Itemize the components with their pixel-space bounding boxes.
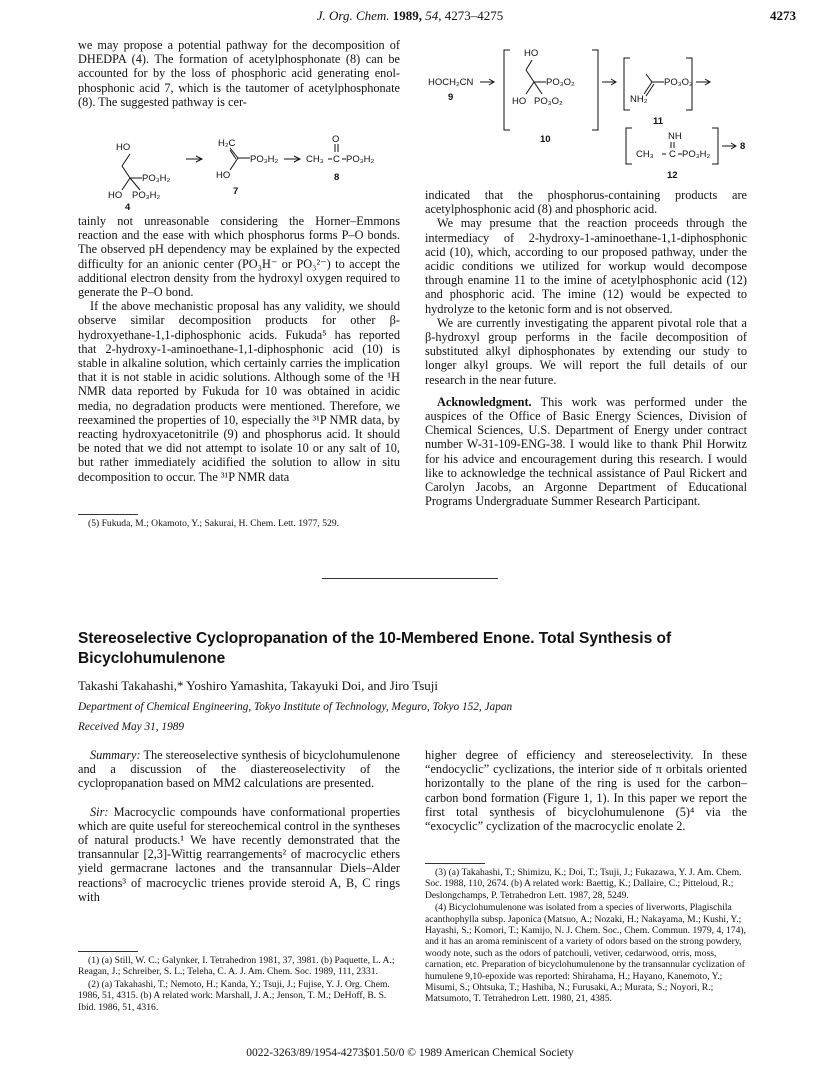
journal-volume: 54, bbox=[425, 8, 442, 23]
label-po3h2: PO₃H₂ bbox=[132, 190, 161, 201]
label-ho: HO bbox=[216, 170, 231, 181]
footnote-divider bbox=[78, 514, 138, 515]
article-separator bbox=[322, 578, 498, 579]
label-h2c: H₂C bbox=[218, 138, 236, 149]
label-ho: HO bbox=[512, 96, 527, 107]
compound-number-8: 8 bbox=[740, 141, 746, 152]
acknowledgment-heading: Acknowledgment. bbox=[437, 394, 532, 409]
label-nh2: NH₂ bbox=[630, 94, 648, 105]
article-title: Stereoselective Cyclopropanation of the 10-Membered Enone. Total Synthesis of Bicyclohumulenone bbox=[78, 630, 672, 667]
label-ho: HO bbox=[108, 190, 123, 201]
label-po3h2: PO₃H₂ bbox=[250, 154, 279, 165]
footnote-2: (2) (a) Takahashi, T.; Nemoto, H.; Kanda, Y.; Tsuji, J.; Fujise, Y. J. Org. Chem. 1986, 51, 4315. (b) A related work: Marshall, J. A.; Jenson, T. M.; DeHoff, B. S. Ibid. 1986, 51, 4316. bbox=[78, 978, 390, 1013]
right-col-discussion bbox=[425, 188, 747, 508]
label-ho: HO bbox=[524, 48, 539, 59]
footnote-1: (1) (a) Still, W. C.; Galynker, I. Tetrahedron 1981, 37, 3981. (b) Paquette, L. A.; Reagan, J.; Schreiber, S. L.; Teleha, C. A. J. Am. Chem. Soc. 1989, 111, 2331. bbox=[78, 955, 395, 978]
label-c: C bbox=[669, 149, 676, 160]
communication-body bbox=[78, 805, 400, 904]
paragraph: We are currently investigating the apparent pivotal role that a β-hydroxyl group performs in the facile decomposition of substituted alkyl diphosphonates by extending our study to longer alkyl groups. We will report the full details of our research in the near future. bbox=[425, 315, 747, 387]
paragraph: indicated that the phosphorus-containing products are acetylphosphonic acid (8) and phosphoric acid. bbox=[425, 188, 747, 217]
footnotes-right bbox=[425, 867, 747, 1006]
journal-year: 1989, bbox=[392, 8, 423, 23]
left-col-intro bbox=[78, 38, 400, 109]
page-footer: 0022-3263/89/1954-4273$01.50/0 © 1989 American Chemical Society bbox=[246, 1047, 574, 1059]
label-o: O bbox=[332, 134, 340, 145]
label-po3h2: PO₃H₂ bbox=[346, 154, 375, 165]
label-po3o2: PO₃O₂ bbox=[664, 77, 693, 88]
left-col-discussion bbox=[78, 214, 400, 484]
label-po3o2: PO₃O₂ bbox=[546, 77, 575, 88]
page-number: 4273 bbox=[770, 8, 796, 23]
label-po3h2: PO₃H₂ bbox=[142, 173, 171, 184]
footnotes-left bbox=[78, 955, 400, 1014]
compound-number-4: 4 bbox=[125, 202, 131, 212]
paragraph: We may presume that the reaction proceeds through the intermediacy of 2-hydroxy-1-aminoethane-1,1-diphosphonic acid (10), which, according to our proposed pathway, under the acidic conditions we utilized for workup would decompose through enamine 11 to the imine of acetylphosphonic acid (12) and phosphoric acid. The imine (12) would be expected to hydrolyze to the ketonic form and is not observed. bbox=[425, 216, 747, 316]
footnote-3: (3) (a) Takahashi, T.; Shimizu, K.; Doi, T.; Tsuji, J.; Fukazawa, Y. J. Am. Chem. Soc. 1988, 110, 2674. (b) A related work: Baettig, K.; Dallaire, C.; Pitteloud, R.; Deslongchamps, P. Tetrahedron Lett. 1987, 28, 5249. bbox=[425, 867, 742, 901]
footnote-divider bbox=[78, 951, 138, 952]
right-col-article bbox=[425, 748, 747, 833]
compound-number-10: 10 bbox=[540, 134, 551, 145]
paragraph: tainly not unreasonable considering the Horner–Emmons reaction and the ease with which phosphorus forms P–O bonds. The observed pH dependency may be explained by the expected difficulty for an anionic center (PO₃H⁻ or PO₃²⁻) to accept the additional electron density from the hydroxyl oxygen required to generate the P–O bond. bbox=[78, 214, 400, 300]
footnote-5 bbox=[78, 518, 400, 530]
paragraph: we may propose a potential pathway for the decomposition of DHEDPA (4). The formation of acetylphosphonate (8) can be accounted for by the loss of phosphoric acid generating enol-phosphonic acid 7, which is the tautomer of acetylphosphonate (8). The suggested pathway is cer- bbox=[78, 38, 400, 109]
label-ch3: CH₃ bbox=[636, 149, 654, 160]
sir-text: Macrocyclic compounds have conformational properties which are quite useful for stereochemical control in the syntheses of natural products.¹ We have recently demonstrated that the transannular [2,3]-Wittig rearrangements² of macrocyclic ethers yield germacrane lactones and the transannular Diels–Alder reactions³ of macrocyclic trienes provide steroid A, B, C rings with bbox=[78, 804, 401, 904]
label-po3o2: PO₃O₂ bbox=[534, 96, 563, 107]
summary bbox=[78, 748, 400, 791]
compound-number-12: 12 bbox=[667, 170, 678, 181]
scheme-decomposition-4-to-8 bbox=[78, 132, 408, 212]
label-nh: NH bbox=[668, 131, 682, 142]
summary-heading: Summary: bbox=[90, 748, 141, 762]
running-header bbox=[0, 8, 820, 24]
label-po3h2: PO₃H₂ bbox=[682, 149, 711, 160]
compound-number-7: 7 bbox=[233, 186, 239, 197]
sir-heading: Sir: bbox=[90, 804, 109, 819]
footnote-4: (4) Bicyclohumulenone was isolated from a species of liverworts, Plagischila acanthophylla subsp. Japonica (Matsuo, A.; Nozaki, H.; Nakayama, M.; Kushi, Y.; Hayashi, S.; Komori, T.; Kamijo, N. J. Chem. Soc., Chem. Commun. 1979, 4, 174), and it has an aroma reminiscent of a variety of odors based on the strong powdery, woody note, such as the odors of patchouli, vetiver, cedarwood, orris, moss, carnation, etc. Preparation of bicyclohumulenone by the transannular cyclization of humulene 9,10-epoxide was reported: Shirahama, H.; Hayano, Kanemoto, Y.; Misumi, S.; Ohtsuka, T.; Hashiba, N.; Furusaki, A.; Murata, S.; Noyori, R.; Matsumoto, T. Tetrahedron Lett. 1980, 21, 4385. bbox=[425, 902, 747, 1005]
label-c: C bbox=[333, 154, 340, 165]
label-ho: HO bbox=[116, 142, 131, 153]
journal-pages: 4273–4275 bbox=[444, 8, 504, 23]
summary-text: The stereoselective synthesis of bicyclohumulenone and a discussion of the diastereoselectivity of the cyclopropanation based on MM2 calculations are presented. bbox=[78, 748, 400, 791]
article-authors: Takashi Takahashi,* Yoshiro Yamashita, Takayuki Doi, and Jiro Tsuji bbox=[78, 678, 438, 693]
footnote-divider bbox=[425, 863, 485, 864]
journal-name: J. Org. Chem. bbox=[316, 8, 390, 23]
compound-number-8: 8 bbox=[334, 172, 340, 183]
acknowledgment-text: This work was performed under the auspices of the Office of Basic Energy Sciences, Division of Chemical Sciences, U.S. Department of Energy under contract number W-31-109-ENG-38. I would like to thank Phil Horwitz for his advice and encouragement during this research. I would like to acknowledge the technical assistance of Paul Rickert and Carolyn Jacobs, an Argonne Department of Educational Programs Undergraduate Summer Research Participant. bbox=[425, 394, 747, 509]
acknowledgment bbox=[425, 395, 747, 509]
label-hoch2cn: HOCH₂CN bbox=[428, 77, 474, 88]
paragraph: If the above mechanistic proposal has any validity, we should observe similar decomposition products for other β-hydroxyethane-1,1-diphosphonic acids. Fukuda⁵ has reported that 2-hydroxy-1-aminoethane-1,1-diphosphonic acid (10) is stable in alkaline solution, which certainly carries the implication that it is not stable in acidic solutions. Although some of the ¹H NMR data reported by Fukuda for 10 was obtained in acidic media, no degradation products were mentioned. Therefore, we reexamined the properties of 10, especially the ³¹P NMR data, by reacting hydroxyacetonitrile (9) and phosphorus acid. It should be noted that we did not attempt to isolate 10 or any salt of 10, but rather immediately acidified the solution to allow in situ decomposition to occur. The ³¹P NMR data bbox=[78, 299, 400, 484]
compound-number-11: 11 bbox=[653, 116, 664, 127]
footnote: (5) Fukuda, M.; Okamoto, Y.; Sakurai, H. Chem. Lett. 1977, 529. bbox=[88, 518, 340, 529]
article-affiliation: Department of Chemical Engineering, Tokyo Institute of Technology, Meguro, Tokyo 152, Japan bbox=[78, 701, 513, 713]
compound-number-9: 9 bbox=[448, 92, 454, 103]
received-date: Received May 31, 1989 bbox=[78, 721, 185, 733]
scheme-decomposition-9-to-12 bbox=[424, 38, 750, 186]
label-ch3: CH₃ bbox=[306, 154, 324, 165]
left-col-article bbox=[78, 748, 400, 904]
paragraph: higher degree of efficiency and stereoselectivity. In these “endocyclic” cyclizations, the interior side of π orbitals oriented horizontally to the plane of the ring is used for the carbon–carbon bond formation (Figure 1, 1). In this paper we report the first total synthesis of bicyclohumulenone (5)⁴ via the “exocyclic” cyclization of the macrocyclic enolate 2. bbox=[425, 748, 747, 834]
